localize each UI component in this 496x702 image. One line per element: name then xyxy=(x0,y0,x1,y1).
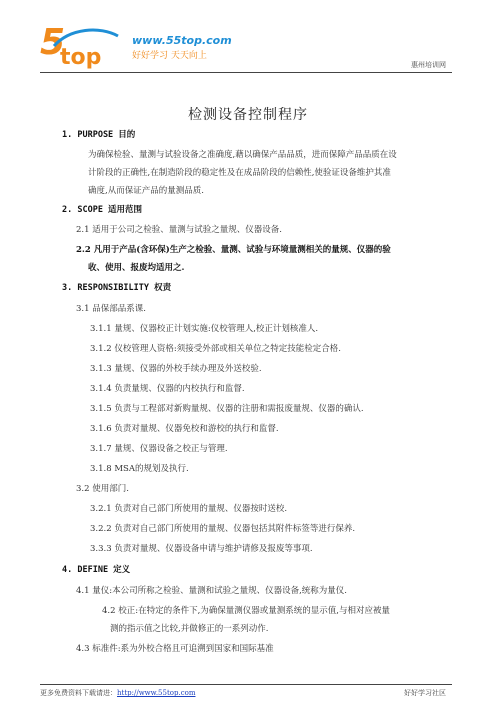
item-3-1-5: 3.1.5 负责与工程部对新购量规、仪器的注册和需报废量规、仪器的确认. xyxy=(90,404,364,414)
item-3-2-2: 3.2.2 负责对自己部门所使用的量规、仪器包括其附件标签等进行保养. xyxy=(90,524,356,534)
item-3-1-7: 3.1.7 量规、仪器设备之校正与管理. xyxy=(90,444,228,454)
item-4-2-line-1: 4.2 校正:在特定的条件下,为确保量测仪器或量测系统的显示值,与相对应被量 xyxy=(102,606,390,616)
item-3-2-1: 3.2.1 负责对自己部门所使用的量规、仪器按时送校. xyxy=(90,504,288,514)
55top-logo xyxy=(40,18,240,70)
footer-left xyxy=(40,688,195,698)
item-3-3-3: 3.3.3 负责对量规、仪器设备申请与维护请修及报废等事项. xyxy=(90,544,313,554)
section-4-heading: 4. DEFINE 定义 xyxy=(62,565,131,575)
header-divider xyxy=(40,72,452,73)
footer-right: 好好学习社区 xyxy=(404,689,446,697)
document-title: 检测设备控制程序 xyxy=(188,107,308,123)
item-3-2: 3.2 使用部门. xyxy=(76,484,129,494)
footer-divider xyxy=(40,684,452,685)
item-3-1-1: 3.1.1 量规、仪器校正计划实施:仪校管理人,校正计划核准人. xyxy=(90,324,319,334)
logo-slogan-text: 好好学习 天天向上 xyxy=(132,51,207,61)
item-4-2-line-2: 测的指示值之比较,并做修正的一系列动作. xyxy=(110,624,269,634)
item-3-1-4: 3.1.4 负责量规、仪器的内校执行和监督. xyxy=(90,384,245,394)
section-1-paragraph-line-1: 为确保检验、量测与试验设备之准确度,藉以确保产品品质，进而保障产品品质在设 xyxy=(88,150,397,160)
section-2-heading: 2. SCOPE 适用范围 xyxy=(62,205,143,215)
item-2-2-line-2: 收、使用、报废均适用之. xyxy=(88,263,185,273)
item-3-1-6: 3.1.6 负责对量规、仪器免校和游校的执行和监督. xyxy=(90,424,279,434)
item-4-3: 4.3 标准件:系为外校合格且可追溯到国家和国际基准 xyxy=(76,644,274,654)
footer-prefix: 更多免费资料下载请进： xyxy=(40,689,117,697)
section-1-paragraph-line-3: 确度,从而保证产品的量测品质. xyxy=(88,186,204,196)
svg-text:5: 5 xyxy=(40,22,66,63)
item-2-2-line-1: 2.2 凡用于产品(含环保)生产之检验、量测、试验与环境量测相关的量规、仪器的验 xyxy=(76,245,391,255)
item-2-1: 2.1 适用于公司之检验、量测与试验之量规、仪器设备. xyxy=(76,225,282,235)
section-1-heading: 1. PURPOSE 目的 xyxy=(62,130,136,140)
item-4-1: 4.1 量仪:本公司所称之检验、量测和试验之量规、仪器设备,统称为量仪. xyxy=(76,586,347,596)
item-3-1-3: 3.1.3 量规、仪器的外校手续办理及外送校验. xyxy=(90,364,262,374)
section-3-heading: 3. RESPONSIBILITY 权责 xyxy=(62,283,172,293)
header-site-name: 惠州培训网 xyxy=(411,61,446,69)
section-1-paragraph-line-2: 计阶段的正确性,在制造阶段的稳定性及在成品阶段的信赖性,使验证设备维护其准 xyxy=(88,168,391,178)
item-3-1-2: 3.1.2 仪校管理人资格:须接受外部或相关单位之特定技能检定合格. xyxy=(90,344,341,354)
item-3-1: 3.1 品保部品系课. xyxy=(76,304,146,314)
item-3-1-8: 3.1.8 MSA的规划及执行. xyxy=(90,464,189,474)
svg-text:top: top xyxy=(60,45,102,70)
footer-link[interactable]: http://www.55top.com xyxy=(117,689,196,697)
logo-site-text: www.55top.com xyxy=(132,34,232,47)
